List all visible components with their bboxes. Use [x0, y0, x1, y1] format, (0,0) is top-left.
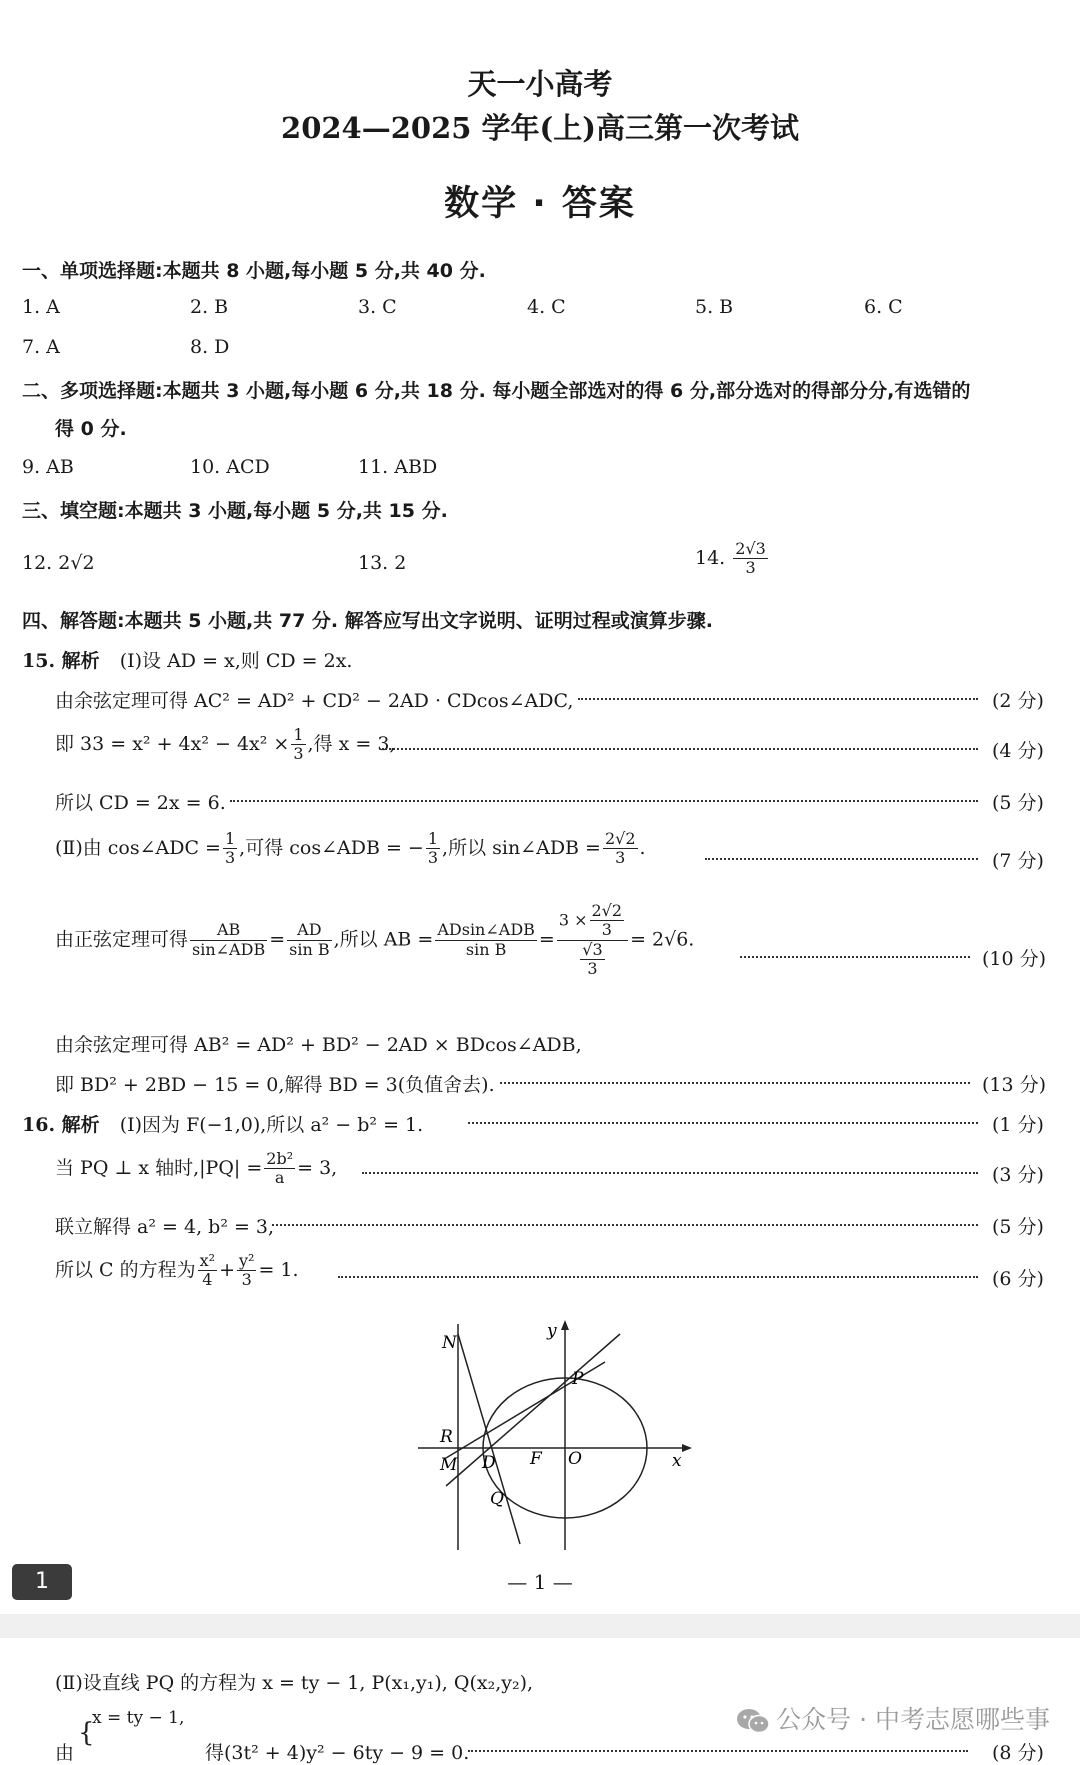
fraction-denominator: 3 [293, 744, 304, 764]
dot-leader [740, 956, 970, 958]
label-y: y [547, 1321, 557, 1341]
q15-line5-b: ,可得 cos∠ADB = − [239, 836, 424, 859]
q15-points-2: (2 分) [992, 690, 1044, 712]
section4-heading: 四、解答题:本题共 5 小题,共 77 分. 解答应写出文字说明、证明过程或演算步骤. [22, 610, 713, 632]
answer-14-denominator: 3 [745, 558, 756, 578]
q16-line2 [55, 1150, 337, 1188]
exam-title: 2024—2025 学年(上)高三第一次考试 [281, 111, 799, 145]
equals-sign: = [269, 928, 286, 951]
q16-points-8: (8 分) [992, 1742, 1044, 1764]
q15-points-5: (5 分) [992, 792, 1044, 814]
fraction-denominator: 3 [427, 848, 439, 868]
q15-points-7: (7 分) [992, 850, 1044, 872]
answer-6: 6. C [864, 296, 903, 318]
q16-part1-text: (Ⅰ)因为 F(−1,0),所以 a² − b² = 1. [119, 1114, 424, 1136]
exam-series-title: 天一小高考 [467, 67, 613, 101]
dot-leader [382, 748, 978, 750]
q15-points-13: (13 分) [982, 1074, 1047, 1096]
q16-points-3: (3 分) [992, 1164, 1044, 1186]
fraction-numerator: 2√2 [591, 901, 623, 920]
q15-line2: 由余弦定理可得 AC² = AD² + CD² − 2AD · CDcos∠ADC, [55, 690, 574, 712]
q15-line3-result: ,得 x = 3, [307, 732, 396, 755]
fraction-numerator: y² [238, 1251, 255, 1270]
dot-leader [500, 1082, 970, 1084]
dot-leader [578, 698, 978, 700]
label-f: F [530, 1449, 542, 1469]
answer-3: 3. C [358, 296, 397, 318]
label-m: M [440, 1455, 458, 1475]
answer-4: 4. C [527, 296, 566, 318]
fraction-numerator: AB [190, 921, 267, 940]
answer-11: 11. ABD [358, 456, 438, 478]
fraction-denominator: 3 [241, 1270, 252, 1290]
page-badge: 1 [12, 1564, 72, 1600]
answer-12: 12. 2√2 [22, 552, 95, 574]
answer-14-numerator: 2√3 [735, 539, 766, 558]
fraction-numerator: x² [199, 1251, 216, 1270]
page-separator [0, 1614, 1080, 1638]
q15-line6-result: = 2√6. [630, 928, 695, 951]
q16-points-6: (6 分) [992, 1268, 1044, 1290]
answer-7: 7. A [22, 336, 60, 358]
plus-sign: + [219, 1258, 235, 1281]
next-page [0, 1638, 1080, 1764]
label-x: x [672, 1451, 682, 1471]
q16-line2-b: = 3, [297, 1156, 338, 1179]
q15-line4: 所以 CD = 2x = 6. [55, 792, 226, 814]
section3-heading: 三、填空题:本题共 3 小题,每小题 5 分,共 15 分. [22, 500, 448, 522]
wechat-icon [736, 1708, 770, 1734]
fraction-denominator: 3 [615, 848, 626, 868]
dot-leader [362, 1172, 978, 1174]
fraction-denominator: sin B [289, 939, 330, 959]
label-o: O [568, 1449, 582, 1469]
section1-heading: 一、单项选择题:本题共 8 小题,每小题 5 分,共 40 分. [22, 260, 486, 282]
q16-part2-line1: (Ⅱ)设直线 PQ 的方程为 x = ty − 1, P(x₁,y₁), Q(x₂,y₂), [55, 1672, 534, 1694]
fraction-numerator: 2b² [266, 1149, 294, 1168]
fraction-denominator: 3 [224, 848, 236, 868]
q15-line5-a: (Ⅱ)由 cos∠ADC = [55, 836, 221, 859]
watermark-text: 公众号 · 中考志愿哪些事 [776, 1705, 1050, 1734]
q15-line1 [22, 646, 352, 673]
q15-line8: 即 BD² + 2BD − 15 = 0,解得 BD = 3(负值舍去). [55, 1074, 495, 1096]
q15-line6-a: 由正弦定理可得 [55, 928, 189, 951]
label-d: D [482, 1453, 496, 1473]
answer-9: 9. AB [22, 456, 74, 478]
label-n: N [442, 1333, 457, 1353]
q15-part1-setup: (Ⅰ)设 AD = x,则 CD = 2x. [119, 650, 353, 672]
answer-5: 5. B [695, 296, 734, 318]
fraction-numerator: ADsin∠ADB [437, 920, 535, 940]
answer-1: 1. A [22, 296, 60, 318]
answer-13: 13. 2 [358, 552, 407, 574]
q15-line3-expr: 即 33 = x² + 4x² − 4x² × [55, 732, 290, 755]
q16-line3: 联立解得 a² = 4, b² = 3, [55, 1216, 275, 1238]
dot-leader [705, 858, 978, 860]
watermark [736, 1700, 1050, 1736]
q16-points-1: (1 分) [992, 1114, 1044, 1136]
page-number: — 1 — [507, 1570, 573, 1594]
q16-line4-b: = 1. [258, 1258, 299, 1281]
q15-line3 [55, 726, 395, 764]
q16-part2-system: x = ty − 1, [92, 1708, 185, 1728]
ellipse-diagram [410, 1318, 700, 1550]
fraction-denominator: 4 [202, 1270, 213, 1290]
q15-line6 [55, 902, 694, 979]
fraction-denominator: sin∠ADB [192, 939, 266, 959]
y-axis-arrow [561, 1320, 569, 1330]
answer-2: 2. B [190, 296, 229, 318]
compound-fraction [557, 902, 628, 979]
answer-14-label: 14. [695, 546, 726, 569]
label-r: R [440, 1427, 453, 1447]
subject-title: 数学 · 答案 [444, 184, 636, 224]
q15-line6-b: ,所以 AB = [333, 928, 434, 951]
fraction-numerator: 2√2 [604, 829, 636, 848]
q16-line4-a: 所以 C 的方程为 [55, 1258, 196, 1281]
line-nq [458, 1334, 520, 1544]
section2-heading-cont: 得 0 分. [55, 418, 127, 440]
label-p: P [572, 1369, 584, 1389]
fraction-numerator: AD [287, 921, 331, 940]
section2-heading: 二、多项选择题:本题共 3 小题,每小题 6 分,共 18 分. 每小题全部选对的得 6 分,部分选对的得部分分,有选错的 [22, 380, 971, 402]
dot-leader [338, 1276, 978, 1278]
q16-part2-lead: 由 [55, 1742, 75, 1764]
fraction-denominator: 3 [587, 959, 598, 979]
q15-line5 [55, 830, 646, 868]
dot-leader [230, 800, 978, 802]
answer-14 [695, 540, 770, 578]
q16-points-5: (5 分) [992, 1216, 1044, 1238]
answer-8: 8. D [190, 336, 230, 358]
q15-points-4: (4 分) [992, 740, 1044, 762]
q15-points-10: (10 分) [982, 948, 1047, 970]
fraction-denominator: sin B [465, 939, 507, 959]
fraction-denominator: 3 [601, 920, 612, 940]
x-axis-arrow [682, 1444, 692, 1452]
q15-line5-d: . [639, 836, 646, 859]
q15-label: 15. 解析 [22, 650, 100, 672]
q15-line7: 由余弦定理可得 AB² = AD² + BD² − 2AD × BDcos∠ADB, [55, 1034, 582, 1056]
q16-part2-equation: 得(3t² + 4)y² − 6ty − 9 = 0. [205, 1742, 470, 1764]
q16-line4 [55, 1252, 299, 1290]
q16-label: 16. 解析 [22, 1114, 100, 1136]
dot-leader [468, 1122, 978, 1124]
fraction-numerator: 1 [427, 829, 439, 848]
q15-line5-c: ,所以 sin∠ADB = [442, 836, 601, 859]
dot-leader [272, 1224, 978, 1226]
fraction-numerator: √3 [582, 939, 603, 959]
numerator-coefficient: 3 × [558, 910, 588, 930]
dot-leader [468, 1750, 968, 1752]
fraction-denominator: a [274, 1168, 285, 1188]
fraction-numerator: 1 [224, 829, 236, 848]
brace-icon: { [78, 1718, 95, 1748]
q16-line2-a: 当 PQ ⊥ x 轴时,|PQ| = [55, 1156, 263, 1179]
label-q: Q [490, 1489, 504, 1509]
equals-sign: = [538, 928, 555, 951]
answer-10: 10. ACD [190, 456, 270, 478]
q16-line1 [22, 1110, 423, 1137]
fraction-numerator: 1 [293, 725, 304, 744]
